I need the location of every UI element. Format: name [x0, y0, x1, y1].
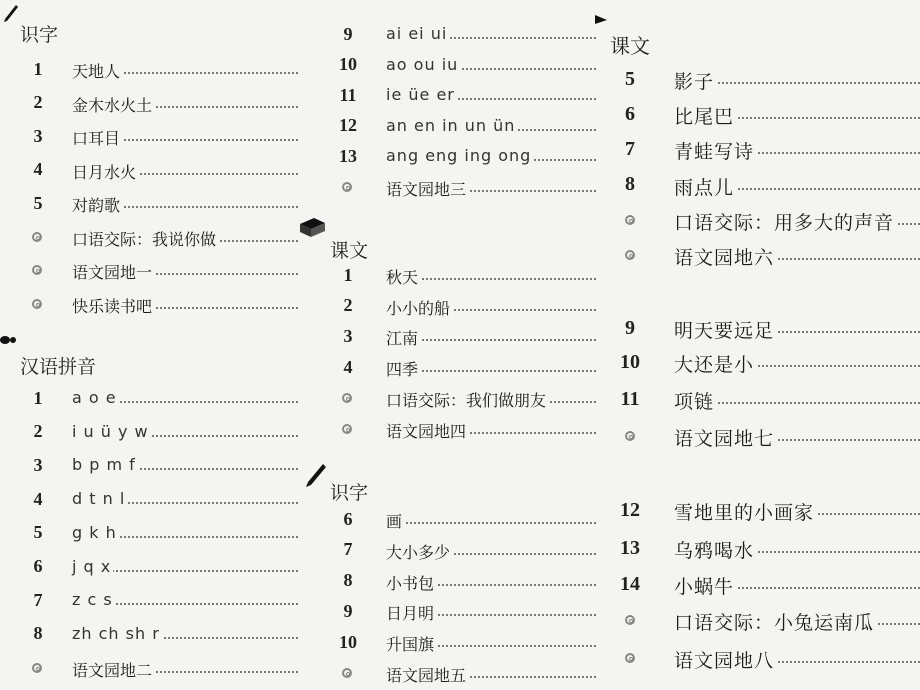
- entry-title: 明天要远足: [674, 316, 776, 343]
- entry-number: 1: [343, 264, 353, 285]
- bullseye-marker-icon: [342, 393, 352, 403]
- toc-entry[interactable]: [616, 606, 920, 634]
- entry-number: 8: [33, 623, 43, 644]
- entry-title: 升国旗: [386, 632, 436, 655]
- dot-leader: [386, 522, 596, 524]
- entry-title: 快乐读书吧: [72, 294, 154, 317]
- bullseye-marker-icon: [342, 182, 352, 192]
- toc-entry[interactable]: [334, 628, 596, 656]
- section-heading: 识字: [330, 482, 369, 504]
- entry-number: 6: [625, 102, 635, 125]
- entry-number: 6: [33, 556, 43, 576]
- toc-entry[interactable]: [24, 122, 298, 150]
- toc-entry[interactable]: [334, 536, 596, 564]
- entry-number: 3: [33, 454, 43, 475]
- entry-title: 口语交际：用多大的声音: [674, 208, 896, 235]
- entry-title: 雪地里的小画家: [674, 498, 816, 525]
- toc-entry[interactable]: [334, 81, 596, 109]
- entry-title: 比尾巴: [674, 102, 736, 129]
- entry-title: 语文园地四: [386, 419, 468, 442]
- toc-entry[interactable]: [334, 173, 596, 201]
- toc-entry[interactable]: [616, 348, 920, 376]
- entry-number: 5: [33, 192, 43, 213]
- pencil-icon: [304, 460, 328, 488]
- toc-entry[interactable]: [334, 292, 596, 320]
- section-heading: 课文: [610, 34, 650, 58]
- entry-title: 画: [386, 509, 404, 532]
- entry-number: 9: [343, 23, 353, 44]
- entry-title: 大还是小: [674, 350, 756, 377]
- entry-title: 雨点儿: [674, 173, 736, 200]
- entry-title: 口语交际：我说你做: [72, 227, 218, 250]
- toc-entry[interactable]: [334, 112, 596, 140]
- toc-entry[interactable]: [24, 620, 298, 648]
- entry-title: 小蜗牛: [674, 572, 736, 599]
- arrow-icon: [594, 14, 608, 28]
- entry-number: 10: [339, 54, 357, 75]
- toc-entry[interactable]: [616, 206, 920, 234]
- bullseye-marker-icon: [32, 299, 42, 309]
- entry-title: 口耳目: [72, 126, 122, 149]
- toc-entry[interactable]: [24, 485, 298, 513]
- entry-number: 11: [620, 387, 640, 410]
- entry-title: 语文园地三: [386, 177, 468, 200]
- toc-entry[interactable]: [24, 451, 298, 479]
- section-heading: 识字: [20, 24, 59, 46]
- toc-entry[interactable]: [616, 65, 920, 93]
- entry-title: 大小多少: [386, 540, 452, 563]
- toc-entry[interactable]: [616, 135, 920, 163]
- entry-number: 4: [343, 356, 353, 377]
- toc-entry[interactable]: [24, 418, 298, 446]
- entry-number: 1: [33, 387, 43, 408]
- entry-title: ai ei ui: [386, 24, 448, 43]
- toc-entry[interactable]: [334, 567, 596, 595]
- entry-title: d t n l: [72, 489, 126, 509]
- toc-entry[interactable]: [24, 89, 298, 117]
- section-heading: 汉语拼音: [20, 356, 97, 378]
- toc-entry[interactable]: [24, 553, 298, 581]
- toc-entry[interactable]: [24, 55, 298, 83]
- toc-entry[interactable]: [334, 322, 596, 350]
- toc-entry[interactable]: [616, 570, 920, 598]
- entry-title: 语文园地五: [386, 663, 468, 686]
- entry-title: 语文园地八: [674, 646, 776, 673]
- entry-number: 2: [33, 421, 43, 442]
- entry-title: zh ch sh r: [72, 623, 160, 643]
- toc-entry[interactable]: [616, 644, 920, 672]
- toc-entry[interactable]: [24, 156, 298, 184]
- bullseye-marker-icon: [625, 431, 635, 441]
- entry-number: 5: [33, 522, 43, 543]
- entry-title: 小书包: [386, 571, 436, 594]
- entry-title: 语文园地一: [72, 260, 154, 283]
- toc-entry[interactable]: [334, 51, 596, 79]
- entry-title: ie üe er: [386, 85, 455, 105]
- toc-entry[interactable]: [24, 189, 298, 217]
- bullseye-marker-icon: [625, 653, 635, 663]
- toc-entry[interactable]: [616, 534, 920, 562]
- toc-entry[interactable]: [24, 384, 298, 412]
- toc-entry[interactable]: [334, 597, 596, 625]
- entry-title: 江南: [386, 326, 420, 349]
- toc-entry[interactable]: [616, 241, 920, 269]
- toc-entry[interactable]: [24, 256, 298, 284]
- entry-number: 6: [343, 508, 353, 529]
- entry-number: 14: [620, 572, 640, 595]
- toc-entry[interactable]: [334, 353, 596, 381]
- toc-entry[interactable]: [616, 171, 920, 199]
- section-heading: 课文: [330, 240, 369, 262]
- entry-number: 4: [33, 488, 43, 509]
- entry-title: 乌鸦喝水: [674, 536, 756, 563]
- entry-title: 小小的船: [386, 296, 452, 319]
- toc-entry[interactable]: [616, 422, 920, 450]
- entry-title: 日月明: [386, 601, 436, 624]
- entry-number: 2: [343, 295, 353, 316]
- entry-title: 四季: [386, 357, 420, 380]
- entry-title: z c s: [72, 590, 113, 610]
- toc-entry[interactable]: [616, 314, 920, 342]
- toc-entry[interactable]: [24, 519, 298, 547]
- entry-number: 8: [343, 570, 353, 591]
- entry-number: 7: [625, 137, 635, 160]
- entry-title: b p m f: [72, 455, 136, 475]
- toc-entry[interactable]: [334, 261, 596, 289]
- entry-number: 9: [625, 316, 635, 339]
- toc-entry[interactable]: [616, 100, 920, 128]
- entry-number: 2: [33, 92, 43, 112]
- entry-number: 1: [33, 58, 43, 79]
- bullseye-marker-icon: [342, 424, 352, 434]
- toc-entry[interactable]: [616, 385, 920, 413]
- book-icon: [298, 216, 326, 238]
- entry-number: 13: [339, 145, 357, 166]
- toc-entry[interactable]: [24, 654, 298, 682]
- entry-number: 11: [339, 84, 357, 105]
- entry-number: 8: [625, 173, 635, 196]
- entry-number: 4: [33, 159, 43, 179]
- entry-title: an en in un ün: [386, 115, 516, 135]
- entry-number: 9: [343, 600, 353, 621]
- entry-number: 7: [33, 589, 43, 610]
- bullseye-marker-icon: [32, 265, 42, 275]
- entry-title: 口语交际：我们做朋友: [386, 388, 548, 411]
- toc-entry[interactable]: [24, 223, 298, 251]
- toc-entry[interactable]: [334, 20, 596, 48]
- bullseye-marker-icon: [32, 663, 42, 673]
- bullseye-marker-icon: [342, 668, 352, 678]
- pencil-icon: [2, 2, 20, 22]
- toc-entry[interactable]: [334, 384, 596, 412]
- entry-number: 10: [620, 350, 640, 373]
- entry-title: ang eng ing ong: [386, 146, 532, 166]
- bullseye-marker-icon: [625, 615, 635, 625]
- entry-title: 语文园地六: [674, 243, 776, 270]
- entry-title: a o e: [72, 388, 117, 407]
- entry-title: 影子: [674, 67, 716, 94]
- entry-number: 3: [33, 125, 43, 146]
- entry-number: 10: [339, 631, 357, 652]
- entry-title: 对韵歌: [72, 193, 122, 216]
- entry-number: 12: [339, 115, 357, 136]
- entry-title: 青蛙写诗: [674, 137, 756, 164]
- toc-entry[interactable]: [334, 142, 596, 170]
- entry-title: 语文园地七: [674, 424, 776, 451]
- bullseye-marker-icon: [32, 232, 42, 242]
- entry-number: 13: [620, 536, 640, 559]
- toc-entry[interactable]: [334, 505, 596, 533]
- toc-entry[interactable]: [24, 290, 298, 318]
- toc-entry[interactable]: [334, 415, 596, 443]
- bullseye-marker-icon: [625, 215, 635, 225]
- entry-title: 天地人: [72, 59, 122, 82]
- entry-number: 7: [343, 539, 353, 560]
- toc-entry[interactable]: [334, 659, 596, 687]
- toc-entry[interactable]: [616, 496, 920, 524]
- entry-title: 项链: [674, 387, 716, 414]
- book-icon: [0, 334, 16, 346]
- entry-title: 日月水火: [72, 160, 138, 183]
- toc-entry[interactable]: [24, 586, 298, 614]
- entry-title: 金木水火土: [72, 93, 154, 116]
- entry-title: 口语交际：小兔运南瓜: [674, 608, 876, 635]
- entry-title: g k h: [72, 522, 117, 542]
- entry-title: i u ü y w: [72, 421, 149, 441]
- entry-title: 秋天: [386, 265, 420, 288]
- entry-title: 语文园地二: [72, 658, 154, 681]
- entry-title: ao ou iu: [386, 54, 459, 74]
- entry-number: 5: [625, 67, 635, 90]
- entry-number: 12: [620, 498, 640, 521]
- entry-number: 3: [343, 325, 353, 346]
- entry-title: j q x: [72, 556, 112, 576]
- bullseye-marker-icon: [625, 250, 635, 260]
